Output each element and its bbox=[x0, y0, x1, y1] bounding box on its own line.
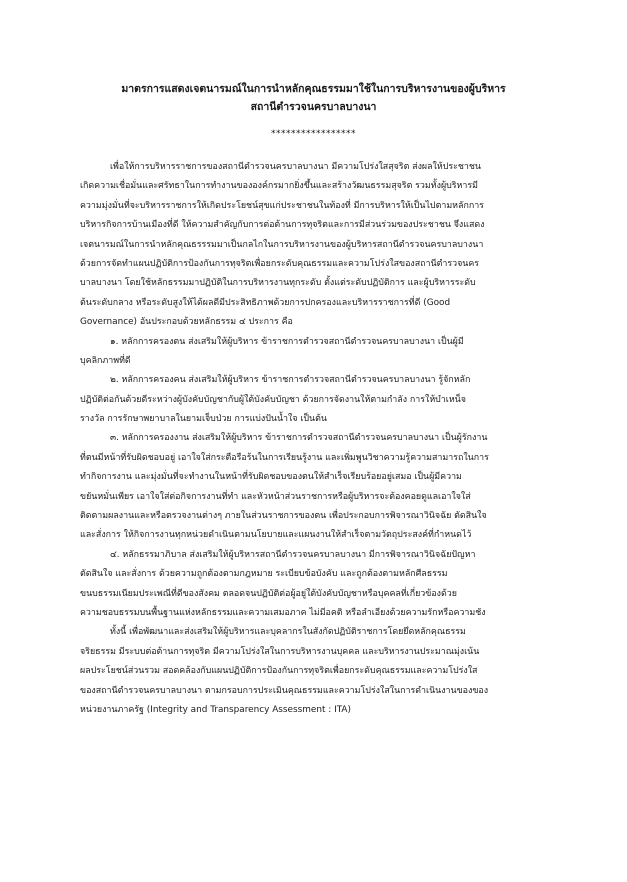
body-line: ของสถานีตำรวจนครบาลบางนา ตามกรอบการประเมินคุณธรรมและความโปร่งใสในการดำเนินงานของของ bbox=[80, 685, 489, 696]
body-line: ทั้งนี้ เพื่อพัฒนาและส่งเสริมให้ผู้บริหารและบุคลากรในสังกัดปฏิบัติราชการโดยยึดหลักคุณธรรม bbox=[110, 627, 466, 638]
body-line: เกิดความเชื่อมั่นและศรัทธาในการทำงานขององค์กรมากยิ่งขึ้นและสร้างวัฒนธรรมสุจริต รวมทั้งผู้บริหารมี bbox=[80, 181, 478, 192]
body-line: เพื่อให้การบริหารราชการของสถานีตำรวจนครบาลบางนา มีความโปร่งใสสุจริต ส่งผลให้ประชาชน bbox=[110, 162, 481, 172]
body-line: ๔. หลักธรรมาภิบาล ส่งเสริมให้ผู้บริหารสถานีตำรวจนครบาลบางนา มีการพิจารณาวินิจฉัยปัญหา bbox=[110, 549, 476, 560]
body-line: ด้วยการจัดทำแผนปฏิบัติการป้องกันการทุจริตเพื่อยกระดับคุณธรรมและความโปร่งใสของสถานีตำรวจนคร bbox=[80, 258, 480, 269]
body-line: ต้นระดับกลาง หรือระดับสูงให้ได้ผลดีมีประสิทธิภาพด้วยการปกครองและบริหารราชการที่ดี (Good bbox=[80, 297, 451, 308]
body-line: ๓. หลักการครองงาน ส่งเสริมให้ผู้บริหาร ข้าราชการตำรวจสถานีตำรวจนครบาลบางนา เป็นผู้รักงาน bbox=[110, 433, 488, 444]
body-line: ปฏิบัติต่อกันด้วยดีระหว่างผู้บังคับบัญชากับผู้ใต้บังคับบัญชา ด้วยการจัดงานให้ตามกำลัง การให้บำเหน็จ bbox=[80, 394, 466, 405]
body-line: ขยันหมั่นเพียร เอาใจใส่ต่อกิจการงานที่ทำ และหัวหน้าส่วนราชการหรือผู้บริหารจะต้องคอยดูแลเอาใจใส่ bbox=[80, 491, 471, 502]
body-line: ความชอบธรรมบนพื้นฐานแห่งหลักธรรมและความเสมอภาค ไม่มีอคติ หรือลำเอียงด้วยความรักหรือความชัง bbox=[80, 607, 486, 618]
body-line: บริหารกิจการบ้านเมืองที่ดี ให้ความสำคัญกับการต่อต้านการทุจริตและการมีส่วนร่วมของประชาชน จึงแสดง bbox=[80, 220, 485, 231]
document-title-line-1: มาตรการแสดงเจตนารมณ์ในการนำหลักคุณธรรมมาใช้ในการบริหารงานของผู้บริหาร bbox=[121, 83, 506, 95]
body-line: ๒. หลักการครองคน ส่งเสริมให้ผู้บริหาร ข้าราชการตำรวจสถานีตำรวจนครบาลบางนา รู้จักหลัก bbox=[110, 375, 471, 386]
body-line: บาลบางนา โดยใช้หลักธรรมมาปฏิบัติในการบริหารงานทุกระดับ ตั้งแต่ระดับปฏิบัติการ และผู้บริหารระดับ bbox=[80, 278, 476, 289]
body-line: ๑. หลักการครองตน ส่งเสริมให้ผู้บริหาร ข้าราชการตำรวจสถานีตำรวจนครบาลบางนา เป็นผู้มี bbox=[110, 336, 464, 347]
body-line: หน่วยงานภาครัฐ (Integrity and Transparency Assessment : ITA) bbox=[80, 704, 351, 715]
body-line: จริยธรรม มีระบบต่อต้านการทุจริต มีความโปร่งใสในการบริหารงานบุคคล และบริหารงานประมาณมุ่งเน้น bbox=[80, 646, 480, 657]
body-line: เจตนารมณ์ในการนำหลักคุณธรรรมมาเป็นกลไกในการบริหารงานของผู้บริหารสถานีตำรวจนครบาลบางนา bbox=[80, 239, 484, 250]
body-line: ติดตามผลงานและหรือตรวจงานต่างๆ ภายในส่วนราชการของตน เพื่อประกอบการพิจารณาวินิจฉัย ตัดสินใจ bbox=[80, 511, 487, 522]
body-line: และสั่งการ ให้กิจการงานทุกหน่วยดำเนินตามนโยบายและแผนงานให้สำเร็จตามวัตถุประสงค์ที่กำหนดไว้ bbox=[80, 530, 472, 541]
body-line: บุคลิกภาพที่ดี bbox=[80, 355, 131, 366]
separator: ***************** bbox=[271, 129, 356, 139]
body-line: ทำกิจการงาน และมุ่งมั่นที่จะทำงานในหน้าที่รับผิดชอบของตนให้สำเร็จเรียบร้อยอยู่เสมอ เป็นผู้มีความ bbox=[80, 472, 462, 483]
document-body bbox=[80, 158, 556, 720]
document-title-line-2: สถานีตำรวจนครบาลบางนา bbox=[250, 101, 377, 113]
body-line: Governance) อันประกอบด้วยหลักธรรม ๔ ประการ คือ bbox=[80, 317, 293, 328]
body-line: รางวัล การรักษาพยาบาลในยามเจ็บป่วย การแบ่งปันน้ำใจ เป็นต้น bbox=[80, 414, 327, 425]
body-line: ผลประโยชน์ส่วนรวม สอดคล้องกับแผนปฏิบัติการป้องกันการทุจริตเพื่อยกระดับคุณธรรมและความโปร่งใส bbox=[80, 666, 478, 677]
body-line: ความมุ่งมั่นที่จะบริหารราชการให้เกิดประโยชน์สุขแก่ประชาชนในท้องที่ มีการบริหารให้เป็นไปตามหลักการ bbox=[80, 200, 484, 211]
body-line: ขนบธรรมเนียมประเพณีที่ดีของสังคม ตลอดจนปฏิบัติต่อผู้อยู่ใต้บังคับบัญชาหรือบุคคลที่เกี่ยวข้องด้วย bbox=[80, 588, 457, 599]
body-line: ตัดสินใจ และสั่งการ ด้วยความถูกต้องตามกฎหมาย ระเบียบข้อบังคับ และถูกต้องตามหลักศีลธรรม bbox=[80, 569, 448, 580]
body-line: ที่ตนมีหน้าที่รับผิดชอบอยู่ เอาใจใส่กระตือรือร้นในการเรียนรู้งาน และเพิ่มพูนวิชาความรู้ความสามารถในการ bbox=[80, 452, 489, 463]
